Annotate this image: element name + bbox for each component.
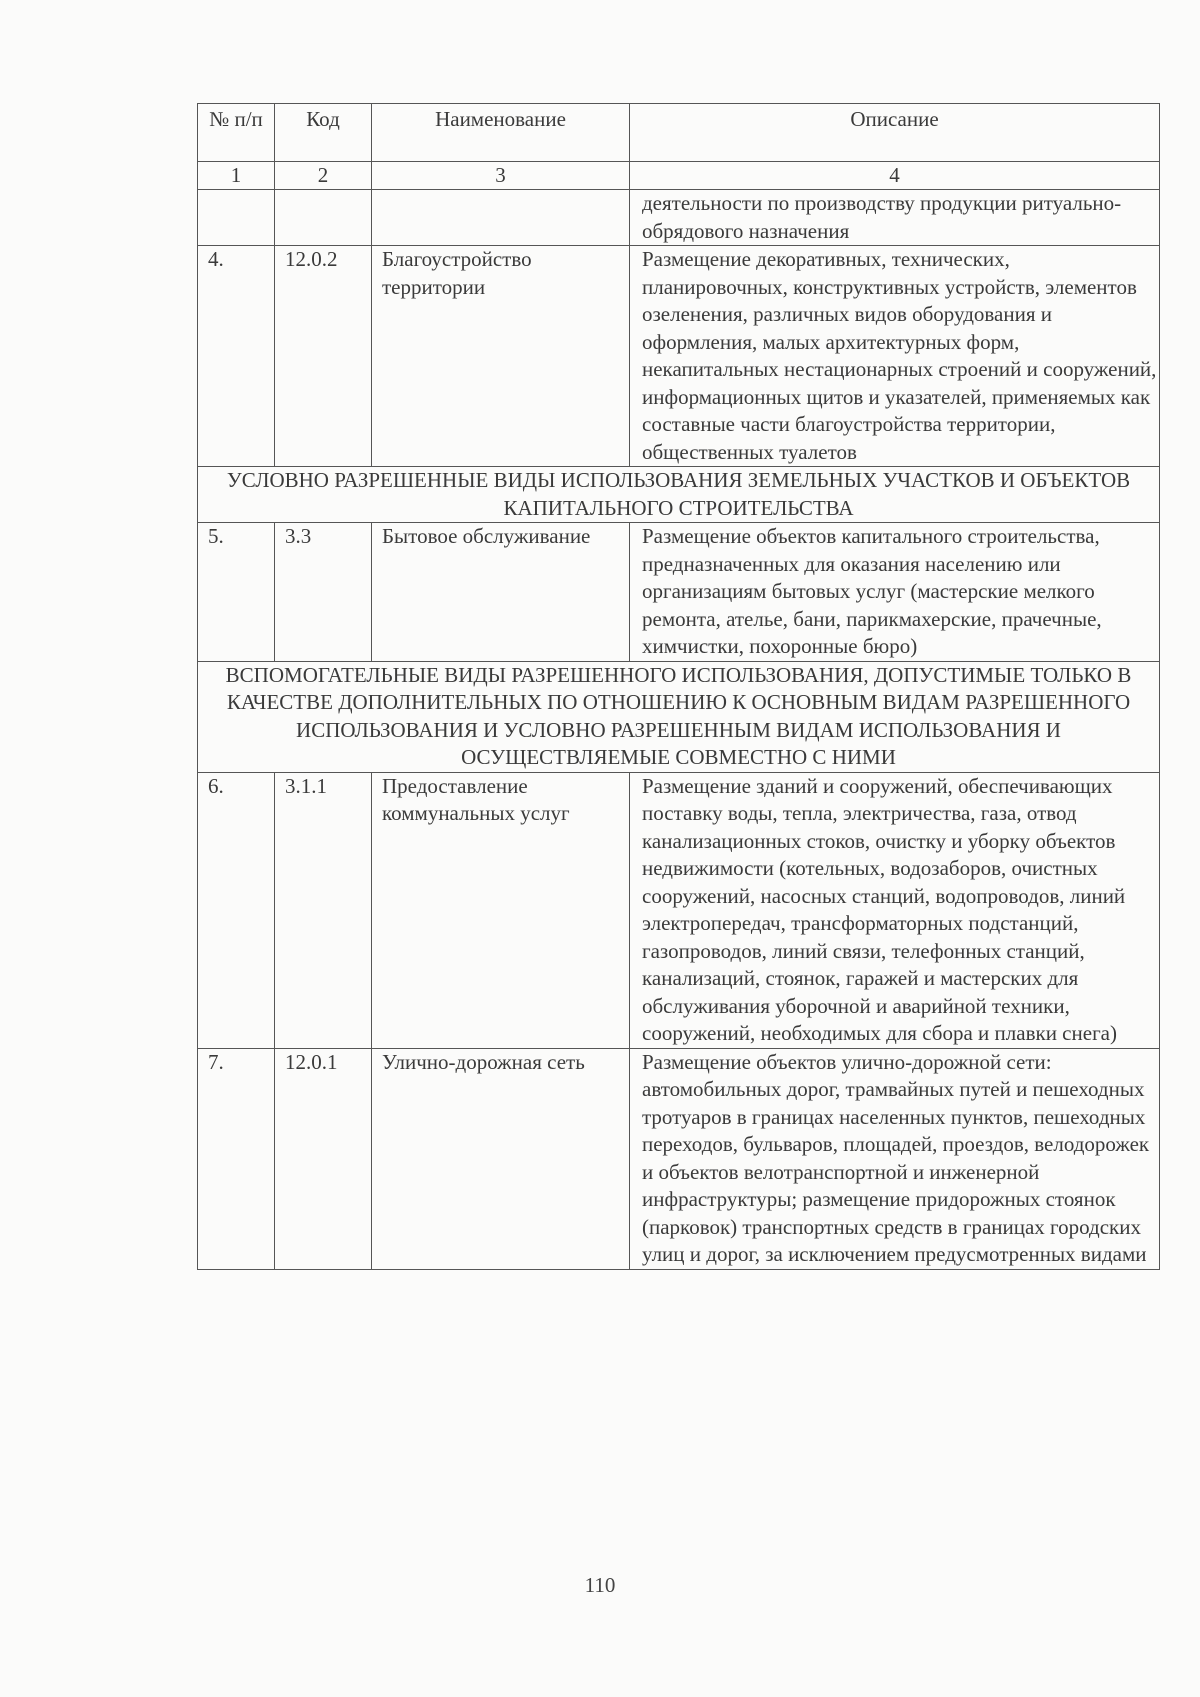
row-name: Благоустройство территории — [372, 246, 630, 467]
row-description: Размещение объектов улично-дорожной сети: автомобильных дорог, трамвайных путей и пешеходных тротуаров в границах населенных пунктов, пешеходных переходов, бульваров, площадей, проездов, велодорожек и объектов велотранспортной и инженерной инфраструктуры; размещение придорожных стоянок (парковок) транспортных средств в границах городских улиц и дорог, за исключением предусмотренных видами — [630, 1048, 1160, 1269]
column-number-row — [198, 162, 1160, 190]
table-row — [198, 246, 1160, 467]
row-code: 12.0.1 — [275, 1048, 372, 1269]
header-name: Наименование — [372, 104, 630, 162]
row-code: 3.3 — [275, 523, 372, 662]
table-row — [198, 772, 1160, 1048]
row-num: 5. — [198, 523, 275, 662]
row-name: Предоставление коммунальных услуг — [372, 772, 630, 1048]
column-number: 2 — [275, 162, 372, 190]
header-code: Код — [275, 104, 372, 162]
row-num: 4. — [198, 246, 275, 467]
row-code: 3.1.1 — [275, 772, 372, 1048]
table-row — [198, 1048, 1160, 1269]
column-number: 3 — [372, 162, 630, 190]
section-row — [198, 467, 1160, 523]
row-description: Размещение декоративных, технических, планировочных, конструктивных устройств, элементов озеленения, различных видов оборудования и оформления, малых архитектурных форм, некапитальных нестационарных строений и сооружений, информационных щитов и указателей, применяемых как составные части благоустройства территории, общественных туалетов — [630, 246, 1160, 467]
section-heading-auxiliary: ВСПОМОГАТЕЛЬНЫЕ ВИДЫ РАЗРЕШЕННОГО ИСПОЛЬЗОВАНИЯ, ДОПУСТИМЫЕ ТОЛЬКО В КАЧЕСТВЕ ДОПОЛНИТЕЛЬНЫХ ПО ОТНОШЕНИЮ К ОСНОВНЫМ ВИДАМ РАЗРЕШЕННОГО ИСПОЛЬЗОВАНИЯ И УСЛОВНО РАЗРЕШЕННЫМ ВИДАМ ИСПОЛЬЗОВАНИЯ И ОСУЩЕСТВЛЯЕМЫЕ СОВМЕСТНО С НИМИ — [198, 661, 1160, 772]
header-description: Описание — [630, 104, 1160, 162]
page-number: 110 — [584, 1573, 616, 1597]
row-num: 7. — [198, 1048, 275, 1269]
header-num: № п/п — [198, 104, 275, 162]
row-num: 6. — [198, 772, 275, 1048]
row-name — [372, 190, 630, 246]
row-code: 12.0.2 — [275, 246, 372, 467]
row-code — [275, 190, 372, 246]
section-heading-conditional: УСЛОВНО РАЗРЕШЕННЫЕ ВИДЫ ИСПОЛЬЗОВАНИЯ ЗЕМЕЛЬНЫХ УЧАСТКОВ И ОБЪЕКТОВ КАПИТАЛЬНОГО СТРОИТЕЛЬСТВА — [198, 467, 1160, 523]
row-description: Размещение зданий и сооружений, обеспечивающих поставку воды, тепла, электричества, газа, отвод канализационных стоков, очистку и уборку объектов недвижимости (котельных, водозаборов, очистных сооружений, насосных станций, водопроводов, линий электропередач, трансформаторных подстанций, газопроводов, линий связи, телефонных станций, канализаций, стоянок, гаражей и мастерских для обслуживания уборочной и аварийной техники, сооружений, необходимых для сбора и плавки снега) — [630, 772, 1160, 1048]
row-name: Улично-дорожная сеть — [372, 1048, 630, 1269]
column-number: 1 — [198, 162, 275, 190]
table-row — [198, 523, 1160, 662]
table-header-row — [198, 104, 1160, 162]
column-number: 4 — [630, 162, 1160, 190]
land-use-table — [197, 103, 1160, 1270]
row-description: деятельности по производству продукции ритуально-обрядового назначения — [630, 190, 1160, 246]
row-description: Размещение объектов капитального строительства, предназначенных для оказания населению или организациям бытовых услуг (мастерские мелкого ремонта, ателье, бани, парикмахерские, прачечные, химчистки, похоронные бюро) — [630, 523, 1160, 662]
section-row — [198, 661, 1160, 772]
row-num — [198, 190, 275, 246]
table-row — [198, 190, 1160, 246]
row-name: Бытовое обслуживание — [372, 523, 630, 662]
